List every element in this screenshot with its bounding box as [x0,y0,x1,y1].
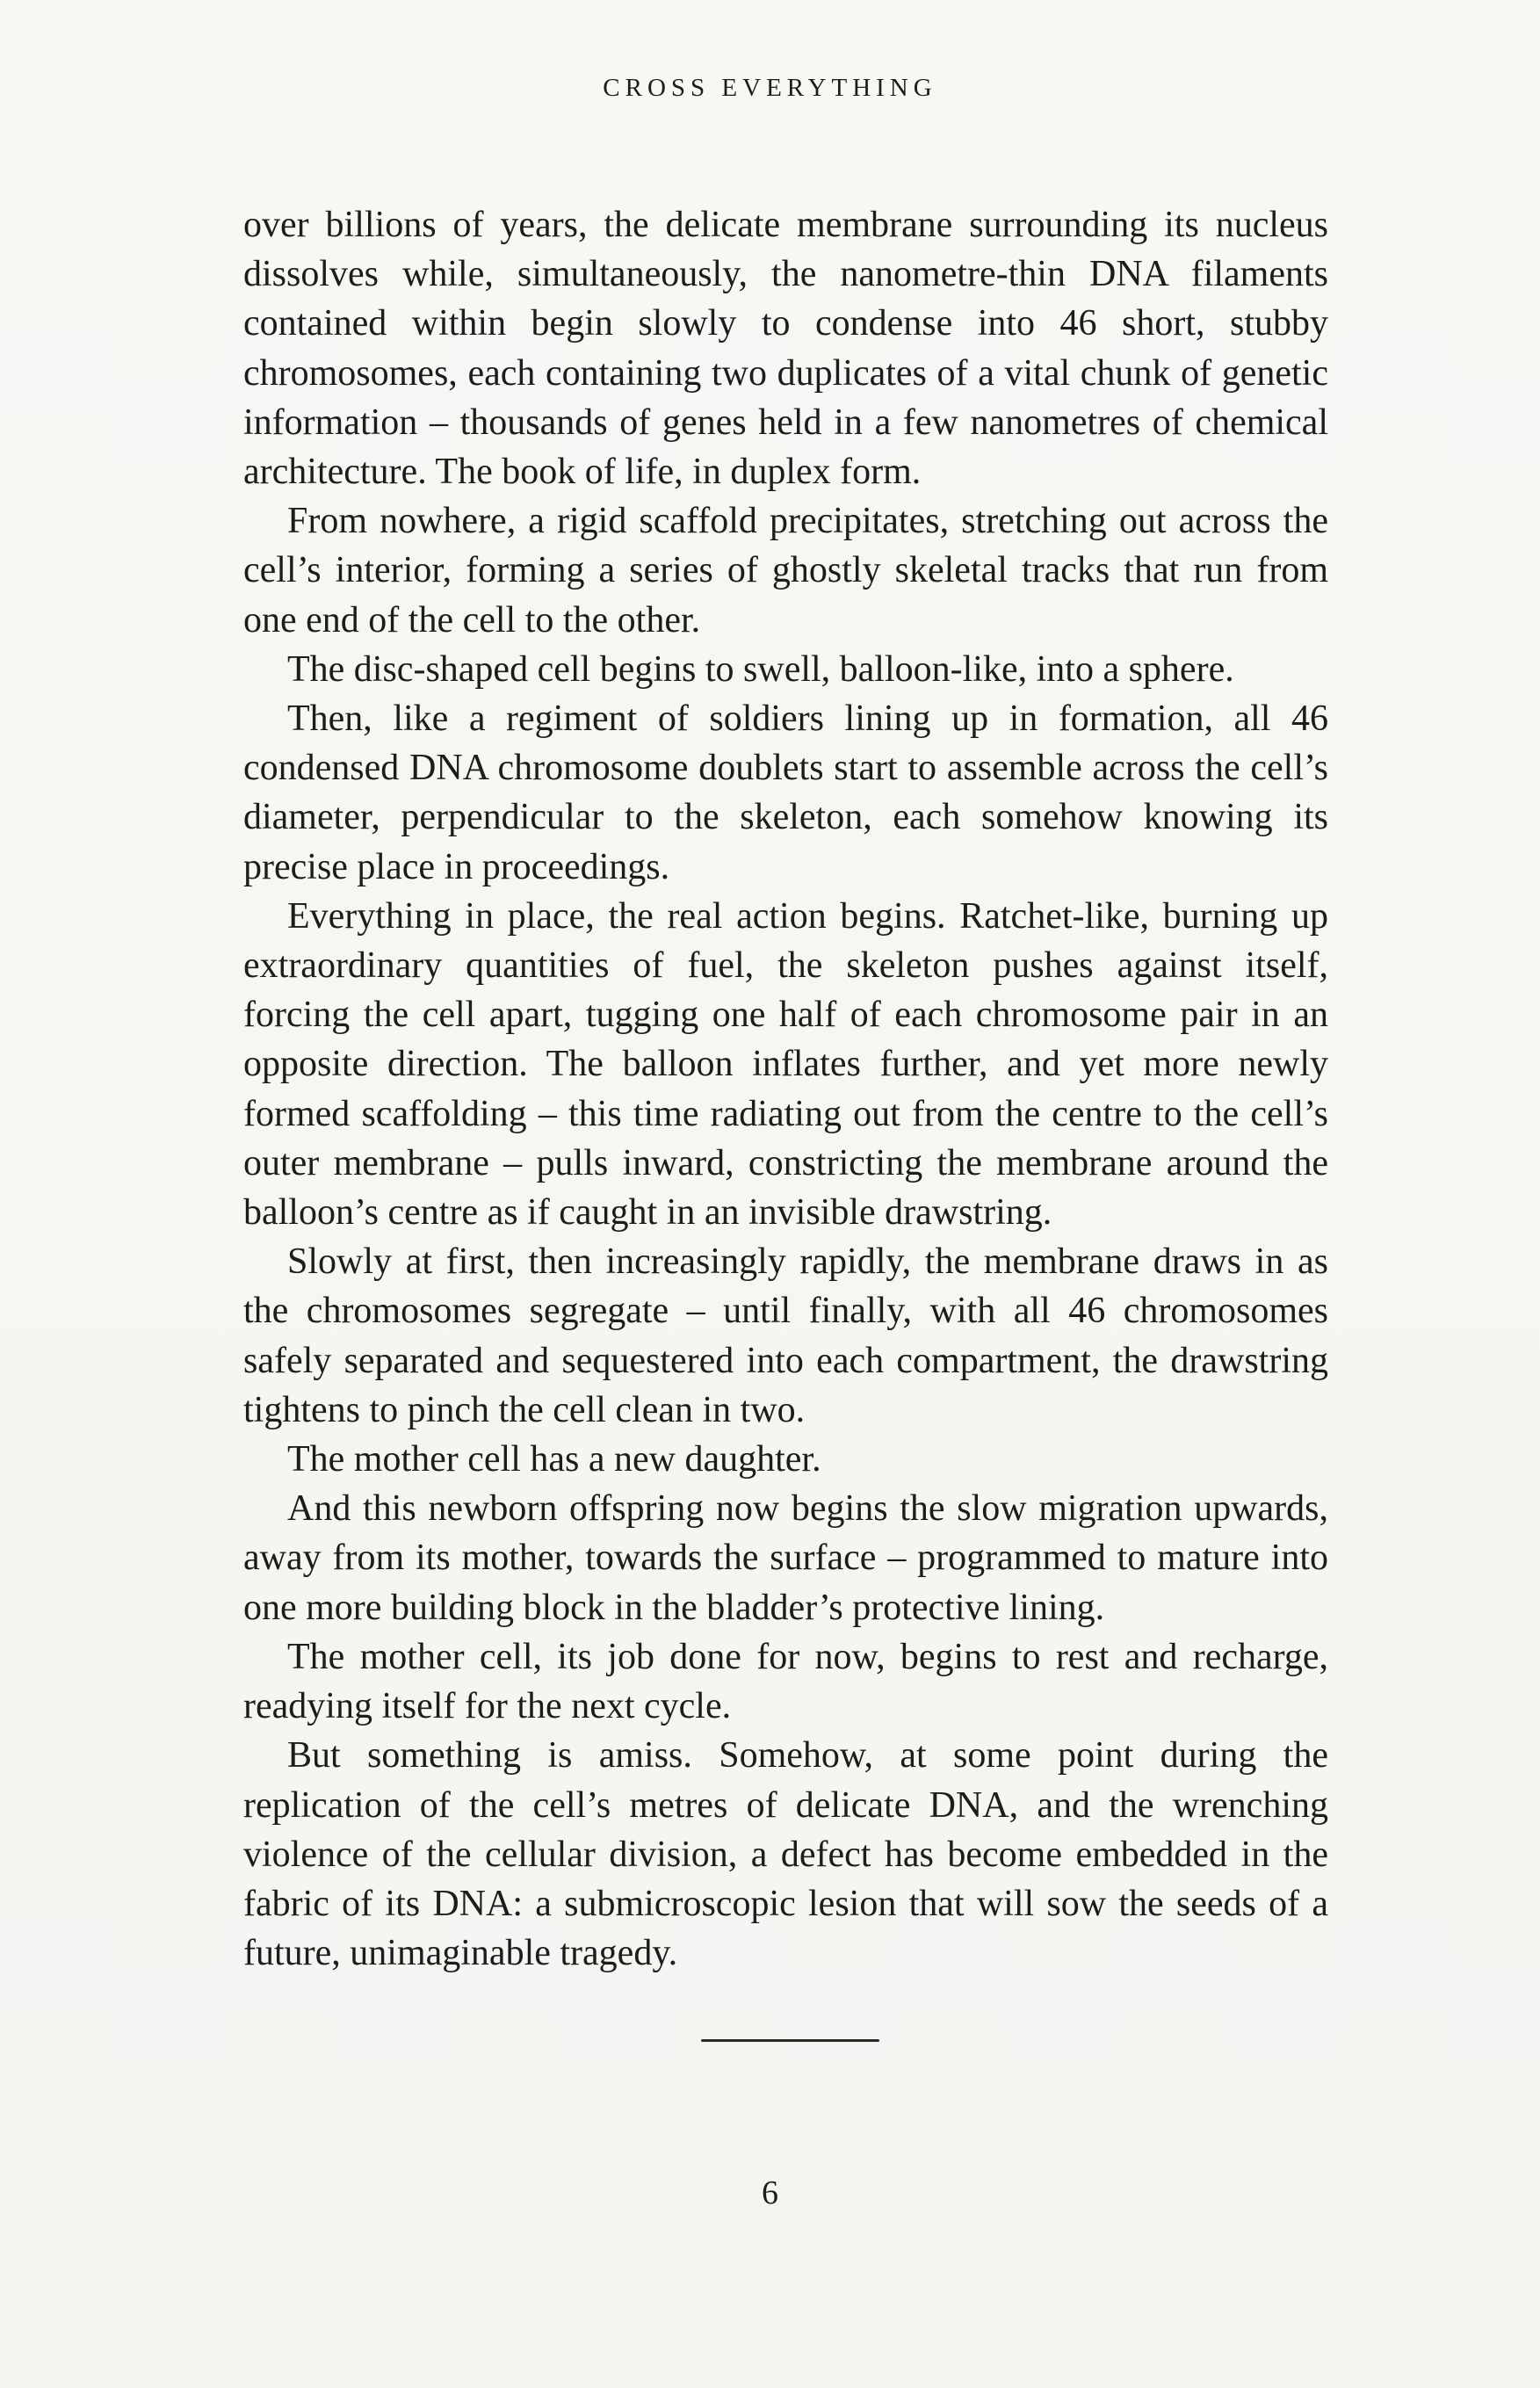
paragraph: The disc-shaped cell begins to swell, balloon-like, into a sphere. [287,648,1234,690]
page-number: 6 [762,2175,778,2211]
paragraph: From nowhere, a rigid scaffold precipitates, stretching out across the cell’s interior, forming a series of ghostly skeletal tracks that run from one end of the cell to the other. [243,501,1328,640]
paragraph: Then, like a regiment of soldiers lining up in formation, all 46 condensed DNA chromosome doublets start to assemble across the cell’s diameter, perpendicular to the skeleton, each somehow knowing its precise place in proceedings. [243,698,1328,887]
paragraph: And this newborn offspring now begins the slow migration upwards, away from its mother, towards the surface – programmed to mature into one more building block in the bladder’s protective lining. [243,1488,1328,1628]
paragraph: But something is amiss. Somehow, at some point during the replication of the cell’s metres of delicate DNA, and the wrenching violence of the cellular division, a defect has become embedded in the fabric of its DNA: a submicroscopic lesion that will sow the seeds of a future, unimaginable tragedy. [243,1735,1328,1974]
section-divider [701,2039,879,2042]
paragraph: The mother cell has a new daughter. [287,1439,821,1480]
paragraph: Everything in place, the real action begins. Ratchet-like, burning up extraordinary quantities of fuel, the skeleton pushes against itself, forcing the cell apart, tugging one half of each chromosome pair in an opposite direction. The balloon inflates further, and yet more newly formed scaffolding – this time radiating out from the centre to the cell’s outer membrane – pulls inward, constricting the membrane around the balloon’s centre as if caught in an invisible drawstring. [243,895,1328,1234]
running-head: CROSS EVERYTHING [603,74,937,102]
paragraph: over billions of years, the delicate membrane surrounding its nucleus dissolves while, simultaneously, the nanometre-thin DNA filaments contained within begin slowly to condense into 46 short, stubby chromosomes, each containing two duplicates of a vital chunk of genetic information – thousands of genes held in a few nanometres of chemical architecture. The book of life, in duplex form. [243,205,1328,493]
paragraph: Slowly at first, then increasingly rapidly, the membrane draws in as the chromosomes segregate – until finally, with all 46 chromosomes safely separated and sequestered into each compartment, the drawstring tightens to pinch the cell clean in two. [243,1241,1328,1430]
paragraph: The mother cell, its job done for now, begins to rest and recharge, readying itself for the next cycle. [243,1636,1328,1727]
body-text [243,200,1328,1978]
